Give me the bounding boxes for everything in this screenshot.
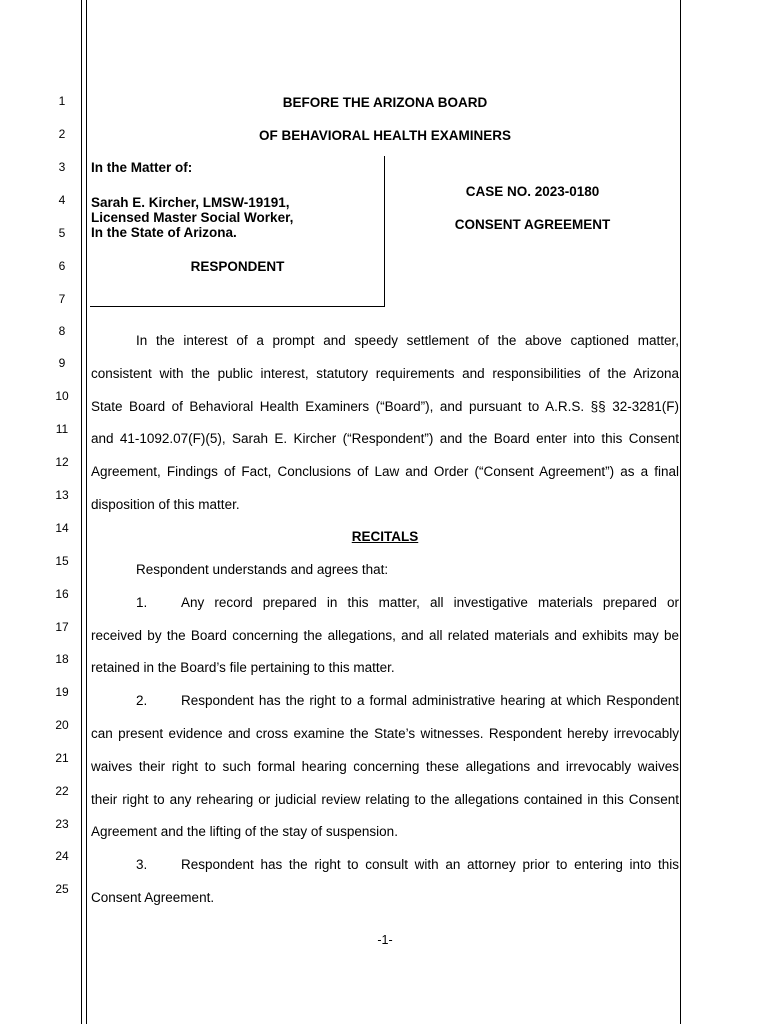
recital-number: 2. (136, 693, 148, 708)
line-number: 9 (58, 356, 66, 370)
recitals-heading: RECITALS (351, 529, 419, 544)
recital-number: 1. (136, 595, 148, 610)
intro-line: State Board of Behavioral Health Examiners (“Board”), and pursuant to A.R.S. §§ 32-3281(F) (91, 399, 679, 414)
board-title-line1: BEFORE THE ARIZONA BOARD (282, 95, 488, 110)
line-number: 4 (58, 193, 66, 207)
left-margin-rule-inner (86, 0, 87, 1024)
line-number: 18 (55, 652, 69, 666)
intro-line: disposition of this matter. (91, 497, 240, 512)
line-number: 25 (55, 882, 69, 896)
recital-line: received by the Board concerning the allegations, and all related materials and exhibits may be (91, 628, 679, 643)
recitals-lead: Respondent understands and agrees that: (136, 562, 389, 577)
intro-line: Agreement, Findings of Fact, Conclusions of Law and Order (“Consent Agreement”) as a final (91, 464, 679, 479)
line-number: 14 (55, 521, 69, 535)
intro-line: consistent with the public interest, statutory requirements and responsibilities of the Arizona (91, 366, 679, 381)
line-number: 13 (55, 488, 69, 502)
line-number: 21 (55, 751, 69, 765)
recital-line: Respondent has the right to consult with an attorney prior to entering into this (181, 857, 679, 872)
recital-line: retained in the Board’s file pertaining to this matter. (91, 660, 395, 675)
left-margin-rule-outer (81, 0, 82, 1024)
line-number: 16 (55, 587, 69, 601)
line-number: 17 (55, 620, 69, 634)
recital-line: waives their right to such formal hearing concerning these allegations and irrevocably waives (91, 759, 679, 774)
recital-line: can present evidence and cross examine the State’s witnesses. Respondent hereby irrevocably (91, 726, 679, 741)
recital-line: Any record prepared in this matter, all investigative materials prepared or (181, 595, 679, 610)
intro-line: and 41-1092.07(F)(5), Sarah E. Kircher (“Respondent”) and the Board enter into this Consent (91, 431, 679, 446)
line-number: 5 (58, 226, 66, 240)
line-number: 20 (55, 718, 69, 732)
line-number: 23 (55, 817, 69, 831)
line-number: 6 (58, 259, 66, 273)
recital-line: Consent Agreement. (91, 890, 215, 905)
line-number: 2 (58, 127, 66, 141)
page-number: -1- (377, 933, 393, 947)
board-title-line2: OF BEHAVIORAL HEALTH EXAMINERS (258, 128, 511, 143)
recital-number: 3. (136, 857, 148, 872)
recital-line: their right to any rehearing or judicial review relating to the allegations contained in this Consent (91, 792, 679, 807)
respondent-label: RESPONDENT (190, 259, 285, 274)
line-number: 24 (55, 849, 69, 863)
line-number: 8 (58, 324, 66, 338)
right-margin-rule (680, 0, 681, 1024)
recital-line: Agreement and the lifting of the stay of suspension. (91, 824, 398, 839)
document-title: CONSENT AGREEMENT (454, 217, 611, 232)
line-number: 11 (55, 422, 69, 436)
line-number: 22 (55, 784, 69, 798)
respondent-license: Licensed Master Social Worker, (91, 210, 294, 225)
respondent-name: Sarah E. Kircher, LMSW-19191, (91, 195, 290, 210)
line-number: 12 (55, 455, 69, 469)
line-number: 15 (55, 554, 69, 568)
intro-line: In the interest of a prompt and speedy settlement of the above captioned matter, (136, 333, 679, 348)
case-number: CASE NO. 2023-0180 (465, 184, 600, 199)
recital-line: Respondent has the right to a formal administrative hearing at which Respondent (181, 693, 679, 708)
line-number: 3 (58, 160, 66, 174)
line-number: 10 (55, 389, 69, 403)
respondent-state: In the State of Arizona. (91, 225, 237, 240)
in-the-matter-of: In the Matter of: (91, 160, 193, 175)
line-number: 1 (58, 94, 66, 108)
line-number: 7 (58, 292, 66, 306)
caption-box-bottom-rule (90, 306, 385, 307)
line-number: 19 (55, 685, 69, 699)
